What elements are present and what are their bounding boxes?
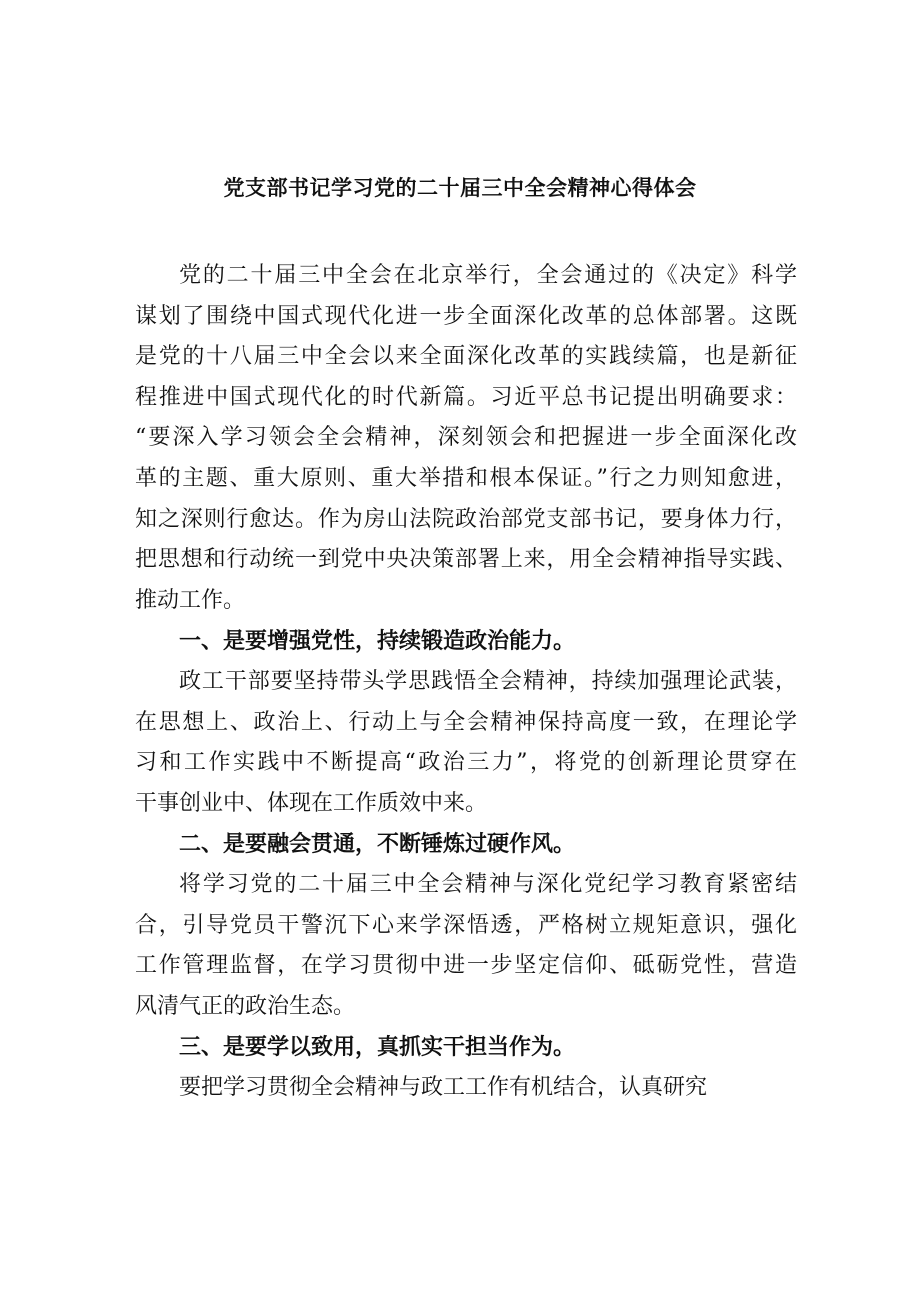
paragraph	[135, 256, 797, 621]
section-heading-text: 二、是要融会贯通，不断锤炼过硬作风。	[179, 831, 576, 858]
paragraph-line: 程推进中国式现代化的时代新篇。习近平总书记提出明确要求：	[135, 384, 797, 410]
paragraph	[135, 1068, 797, 1109]
paragraph-line: 习和工作实践中不断提高“政治三力”，将党的创新理论贯穿在	[135, 750, 797, 776]
document-title: 党支部书记学习党的二十届三中全会精神心得体会	[223, 175, 697, 200]
paragraph-line: 党的二十届三中全会在北京举行，全会通过的《决定》科学	[179, 263, 797, 288]
section-heading	[135, 1027, 797, 1068]
paragraph	[135, 662, 797, 824]
paragraph-line: 在思想上、政治上、行动上与全会精神保持高度一致，在理论学	[135, 709, 797, 735]
paragraph-line: 把思想和行动统一到党中央决策部署上来，用全会精神指导实践、	[135, 547, 797, 573]
paragraph-line: “要深入学习领会全会精神，深刻领会和把握进一步全面深化改	[135, 425, 797, 451]
paragraph-line: 将学习党的二十届三中全会精神与深化党纪学习教育紧密结	[179, 871, 797, 897]
paragraph-line: 是党的十八届三中全会以来全面深化改革的实践续篇，也是新征	[135, 344, 797, 370]
paragraph-line: 要把学习贯彻全会精神与政工工作有机结合，认真研究	[179, 1074, 708, 1100]
paragraph-line: 政工干部要坚持带头学思践悟全会精神，持续加强理论武装，	[179, 668, 797, 694]
document-body	[135, 256, 797, 1108]
section-heading-text: 一、是要增强党性，持续锻造政治能力。	[179, 628, 576, 655]
paragraph-line: 风清气正的政治生态。	[135, 993, 356, 1019]
paragraph-line: 知之深则行愈达。作为房山法院政治部党支部书记，要身体力行，	[135, 506, 797, 532]
paragraph-line: 革的主题、重大原则、重大举措和根本保证。”行之力则知愈进，	[135, 465, 797, 491]
section-heading-text: 三、是要学以致用，真抓实干担当作为。	[179, 1034, 576, 1061]
section-heading	[135, 621, 797, 662]
paragraph-line: 合，引导党员干警沉下心来学深悟透，严格树立规矩意识，强化	[135, 912, 797, 938]
section-heading	[135, 824, 797, 865]
paragraph-line: 谋划了围绕中国式现代化进一步全面深化改革的总体部署。这既	[135, 303, 797, 329]
paragraph-line: 工作管理监督，在学习贯彻中进一步坚定信仰、砥砺党性，营造	[135, 953, 797, 979]
paragraph	[135, 865, 797, 1027]
paragraph-line: 推动工作。	[135, 587, 246, 613]
paragraph-line: 干事创业中、体现在工作质效中来。	[135, 790, 488, 816]
